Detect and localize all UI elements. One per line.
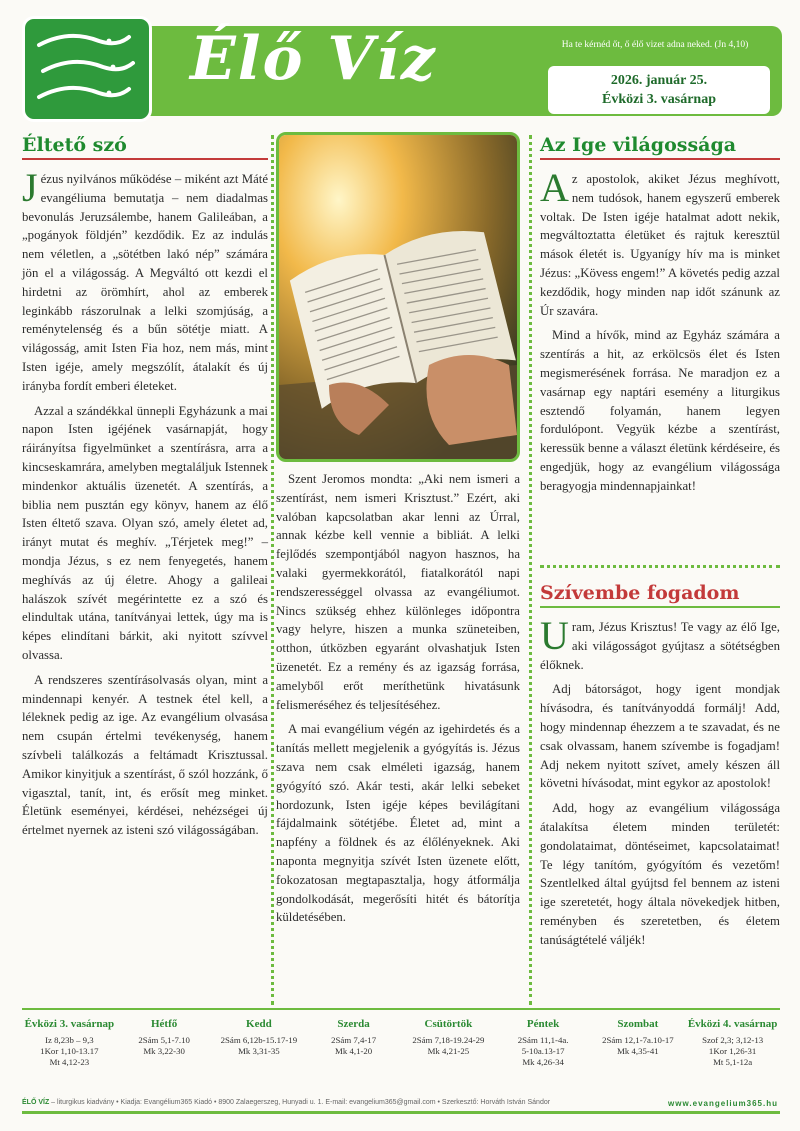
reading-day: Szombat 2Sám 12,1-7a.10-17 Mk 4,35-41 [602, 1018, 674, 1056]
section-divider [540, 565, 780, 568]
column-divider [529, 135, 532, 1005]
drop-cap: A [540, 165, 569, 210]
column-elteto-szo [22, 130, 268, 846]
fish-logo [22, 16, 152, 122]
drop-cap: U [540, 613, 569, 658]
footer-divider [22, 1008, 780, 1010]
paragraph: Az apostolok, akiket Jézus meghívott, nem tudósok, hanem egyszerű emberek voltak. De Isten igéje hatalmat adott nekik, megváltoztatta életüket és rajtuk keresztül mások életét is. Ugyanígy hív ma is minket Jézus: „Kövess engem!” A követés pedig azzal kezdődik, hogy minden nap időt szánunk az Úr szavára. [540, 165, 780, 318]
section-title: Az Ige világossága [540, 130, 780, 160]
paragraph: Jézus nyilvános működése – miként azt Máté evangéliuma bemutatja – nem diadalmas bevonulás Jeruzsálembe, hanem Galileában, a „pogányok földjén” kezdődik. Ez az indulás nem véletlen, a „sötétben lakó nép” számára jön el a világosság. A Megváltó ott kezdi el hirdetni az örömhírt, ahol az emberek leginkább rászorulnak a lelki szomjúság, a reménytelenség és a bűn sötétje miatt. A világosság, amit Isten Fia hoz, nem más, mint Isten igéje, amely megszólít, átalakít és új irányba fordít emberi életeket. [22, 165, 268, 393]
reading-day: Évközi 4. vasárnap Szof 2,3; 3,12-13 1Kor 1,26-31 Mt 5,1-12a [687, 1018, 778, 1067]
reading-day: Évközi 3. vasárnap Iz 8,23b – 9,3 1Kor 1,10-13.17 Mt 4,12-23 [24, 1018, 115, 1067]
imprint-text: – liturgikus kiadvány • Kiadja: Evangélium365 Kiadó • 8900 Zalaegerszeg, Hunyadi u. 1. E-mail: evangelium365@gmail.com • Szerkesztő: Horváth István Sándor [49, 1099, 551, 1106]
paragraph: A mai evangélium végén az igehirdetés és a tanítás mellett megjelenik a gyógyítás is. Jézus szava nem csak elméleti igazság, hanem gyógyító szó. Akár testi, akár lelki sebeket hordozunk, Isten igéje képes bevilágítani fájdalmaink sötétjébe. Életet ad, mint a napfény a földnek és az élőlényeknek. Aki naponta megnyitja szívét Isten üzenete előtt, fokozatosan megtapasztalja, hogy átformálja gondolkodását, megerősíti hitét és bátorítja küldetésében. [276, 722, 520, 925]
section-title: Szívembe fogadom [540, 578, 780, 608]
bible-photo [276, 132, 520, 462]
column-ige-vilagossaga [540, 130, 780, 502]
reading-day: Kedd 2Sám 6,12b-15.17-19 Mk 3,31-35 [220, 1018, 298, 1056]
reading-day: Szerda 2Sám 7,4-17 Mk 4,1-20 [331, 1018, 377, 1056]
reading-day: Péntek 2Sám 11,1-4a. 5-10a.13-17 Mk 4,26-34 [517, 1018, 569, 1067]
open-bible-image [279, 135, 517, 459]
paragraph: Uram, Jézus Krisztus! Te vagy az élő Ige, aki világosságot gyújtasz a sötétségben élőknek. [540, 613, 780, 672]
website-link[interactable]: www.evangelium365.hu [668, 1099, 778, 1108]
imprint-brand: ÉLŐ VÍZ [22, 1099, 50, 1106]
paragraph: Adj bátorságot, hogy igent mondjak hívásodra, és tanítványoddá formálj! Add, hogy mindennap éhezzem a te szavadat, és ne csak olvassam, hanem szívembe is fogadjam! Adj nekem nyitott szívet, amely készen áll követni hívásodat, mint egykor az apostolok! [540, 682, 780, 791]
drop-cap: J [22, 165, 38, 210]
issue-date: 2026. január 25. [610, 73, 708, 88]
paragraph: Add, hogy az evangélium világossága átalakítsa életem minden területét: gondolataimat, döntéseimet, kapcsolataimat! Te légy tanítóm, gyógyítóm és vezetőm! Szentlelked által gyújtsd fel bennem az isteni ige szeretetét, hogy általa növekedjek hitben, reményben és szeretetben, és életem tanúságtételé váljék! [540, 801, 780, 947]
fish-icon [29, 27, 147, 115]
paragraph: Szent Jeromos mondta: „Aki nem ismeri a szentírást, nem ismeri Krisztust.” Ezért, aki valóban kapcsolatban akar lenni az Úrral, annak kézbe kell vennie a bibliát. A lelki fejlődés szempontjából nagyon hasznos, ha valaki gyermekkorától, fiatalkorától napi rendszerességgel olvassa az evangéliumot. Nincs szükség ehhez különleges időpontra vagy helyre, hiszen a munka szüneteiben, otthon, útközben egyaránt olvashatjuk Isten üzenetét. Ez a remény és az igazság forrása, amelyből erőt meríthetünk hivatásunk felismeréséhez és teljesítéséhez. [276, 472, 520, 712]
imprint [22, 1099, 780, 1106]
reading-day: Csütörtök 2Sám 7,18-19.24-29 Mk 4,21-25 [412, 1018, 485, 1056]
column-middle [276, 132, 520, 933]
section-title: Éltető szó [22, 130, 268, 160]
reading-day: Hétfő 2Sám 5,1-7.10 Mk 3,22-30 [138, 1018, 190, 1056]
column-divider [271, 135, 274, 1005]
paragraph: Azzal a szándékkal ünnepli Egyházunk a mai napon Isten igéjének vasárnapját, hogy ráirányítsa figyelmünket a szentírásra, arra a kincseskamrára, amelyben megtaláljuk Istennek mindenkor aktuális üzenetét. A szentírás, a biblia nem pusztán egy könyv, hanem az élő Isten éltető szava. Olyan szó, amely életet ad, irányt mutat és meghív. „Térjetek meg!” – mondja Jézus, s ez nem fenyegetés, hanem meghívás az új életre. Ahogy a galileai halászok szívét megérintette ez a szó és elindultak utána, tanítványai lettek, úgy ma is képes elindítani bárkit, aki nyitott szívvel olvassa. [22, 403, 268, 662]
masthead-title: Élő Víz [190, 24, 437, 94]
date-box [548, 66, 770, 114]
prayer-section [540, 578, 780, 956]
footer-line [22, 1111, 780, 1114]
liturgical-day: Évközi 3. vasárnap [602, 92, 716, 107]
paragraph: A rendszeres szentírásolvasás olyan, mint a mindennapi kenyér. A testnek étel kell, a léleknek pedig az ige. Az evangélium olvasása nem csupán értelmi tevékenység, hanem szívbeli találkozás a feltámadt Krisztussal. Amikor kinyitjuk a szentírást, ő szól hozzánk, ő vigasztal, tanít, int, és erősít meg minket. Életünk eseményei, kérdései, nehézségei új értelmet nyernek az isteni szó világosságában. [22, 672, 268, 838]
masthead-motto: Ha te kérnéd őt, ő élő vizet adna neked. (Jn 4,10) [561, 40, 749, 50]
weekly-readings [22, 1018, 780, 1068]
paragraph: Mind a hívők, mind az Egyház számára a szentírás a hit, az erkölcsös élet és Isten megismerésének forrása. Ne maradjon ez a vasárnap egy naptári esemény a liturgikus esztendő folyamán, hanem legyen fordulópont. Vegyük kézbe a szentírást, keressük benne a választ életünk kérdéseire, és engedjük, hogy az evangélium világossága beragyogja mindennapjainkat! [540, 328, 780, 493]
